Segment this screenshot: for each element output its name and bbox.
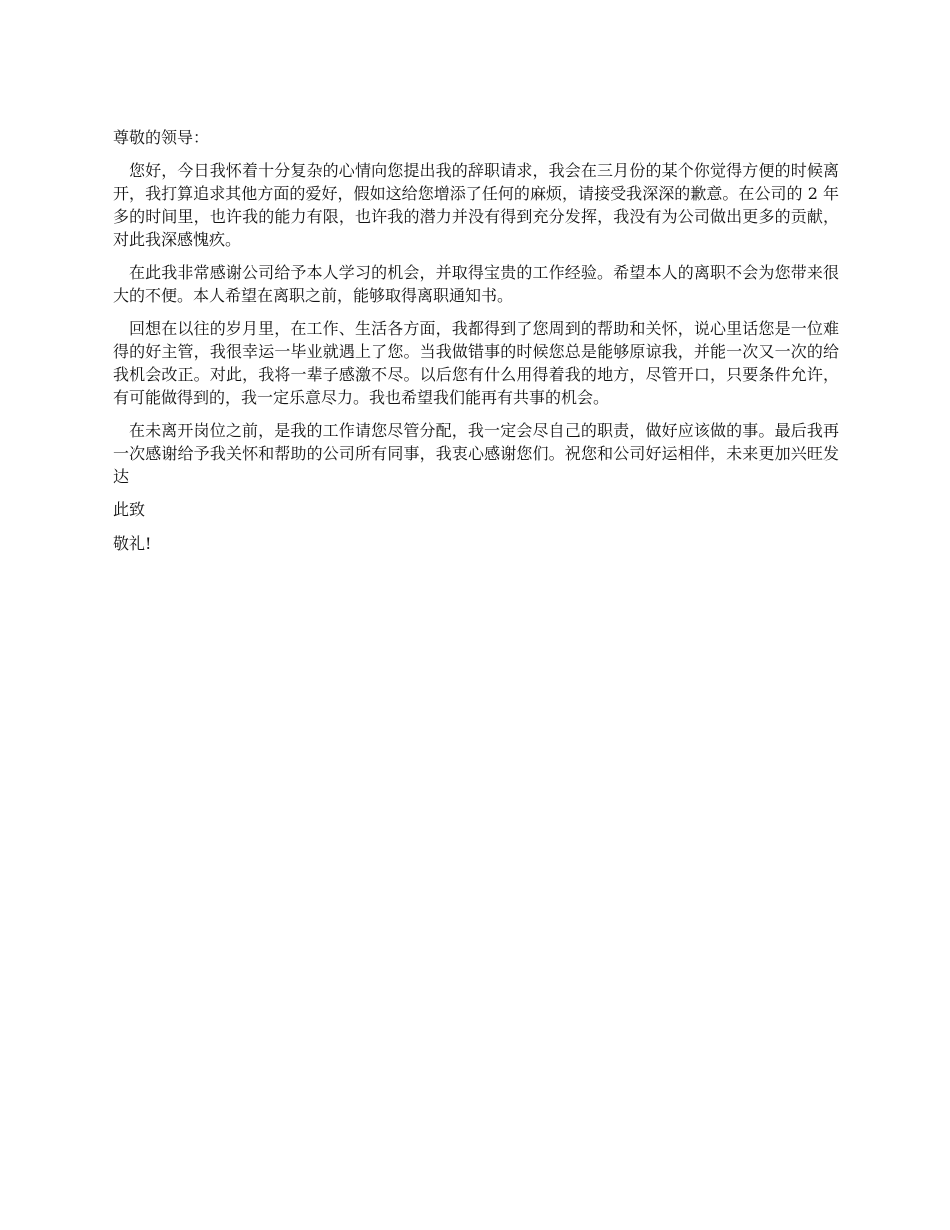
paragraph-1: 您好，今日我怀着十分复杂的心情向您提出我的辞职请求，我会在三月份的某个你觉得方便的时候离开，我打算追求其他方面的爱好，假如这给您增添了任何的麻烦，请接受我深深的歉意。在公司的 2 年多的时间里，也许我的能力有限，也许我的潜力并没有得到充分发挥，我没有为公司做出更多的贡献，对此我深感愧疚。 xyxy=(113,161,839,249)
letter-body xyxy=(113,126,839,566)
closing-regards: 此致 xyxy=(113,500,146,519)
salutation: 尊敬的领导： xyxy=(113,128,210,147)
paragraph-4: 在未离开岗位之前，是我的工作请您尽管分配，我一定会尽自己的职责，做好应该做的事。最后我再一次感谢给予我关怀和帮助的公司所有同事，我衷心感谢您们。祝您和公司好运相伴，未来更加兴旺发达 xyxy=(113,421,839,486)
paragraph-3: 回想在以往的岁月里，在工作、生活各方面，我都得到了您周到的帮助和关怀，说心里话您是一位难得的好主管，我很幸运一毕业就遇上了您。当我做错事的时候您总是能够原谅我，并能一次又一次的给我机会改正。对此，我将一辈子感激不尽。以后您有什么用得着我的地方，尽管开口，只要条件允许，有可能做得到的，我一定乐意尽力。我也希望我们能再有共事的机会。 xyxy=(113,319,839,407)
paragraph-2: 在此我非常感谢公司给予本人学习的机会，并取得宝贵的工作经验。希望本人的离职不会为您带来很大的不便。本人希望在离职之前，能够取得离职通知书。 xyxy=(113,263,839,305)
closing-salute: 敬礼! xyxy=(113,534,152,553)
